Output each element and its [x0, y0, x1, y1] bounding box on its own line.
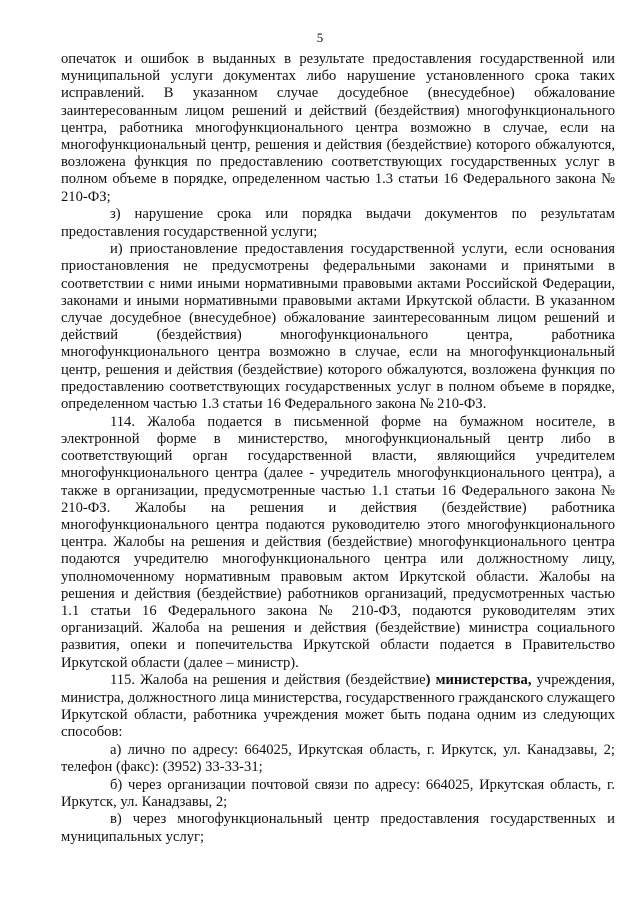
document-body	[61, 51, 615, 846]
page-number: 5	[316, 30, 324, 45]
bold-text-segment: ) министерства,	[425, 672, 532, 689]
paragraph	[61, 414, 615, 672]
text-segment: и) приостановление предоставления государственной услуги, если основания приостановления не предусмотрены федеральными законами и принятыми в соответствии с ними иными нормативными правовыми актами Российской Федерации, законами и иными нормативными правовыми актами Иркутской области. В указанном случае досудебное (внесудебное) обжалование заинтересованным лицом решений и действий (бездействия) многофункционального центра, работника многофункционального центра возможно в случае, если на многофункциональный центр, решения и действия (бездействие) которого обжалуются, возложена функция по предоставлению соответствующих государственных услуг в полном объеме в порядке, определенном частью 1.3 статьи 16 Федерального закона № 210-ФЗ.	[61, 241, 615, 413]
text-segment: б) через организации почтовой связи по адресу: 664025, Иркутская область, г. Иркутск, ул. Канадзавы, 2;	[61, 776, 615, 810]
paragraph	[61, 241, 615, 413]
text-segment: в) через многофункциональный центр предоставления государственных и муниципальных услуг;	[61, 811, 615, 845]
paragraph	[61, 742, 615, 776]
paragraph	[61, 672, 615, 741]
paragraph	[61, 811, 615, 845]
text-segment: а) лично по адресу: 664025, Иркутская область, г. Иркутск, ул. Канадзавы, 2; телефон (факс): (3952) 33-33-31;	[61, 741, 615, 775]
text-segment: 114. Жалоба подается в письменной форме на бумажном носителе, в электронной форме в министерство, многофункциональный центр либо в соответствующий орган государственной власти, являющийся учредителем многофункционального центра (далее - учредитель многофункционального центра), а также в организации, предусмотренные частью 1.1 статьи 16 Федерального закона № 210-ФЗ. Жалобы на решения и действия (бездействие) работника многофункционального центра подаются руководителю этого многофункционального центра. Жалобы на решения и действия (бездействие) многофункционального центра подаются учредителю многофункционального центра или должностному лицу, уполномоченному нормативным правовым актом Иркутской области. Жалобы на решения и действия (бездействие) работников организаций, предусмотренных частью 1.1 статьи 16 Федерального закона № 210-ФЗ, подаются руководителям этих организаций. Жалоба на решения и действия (бездействие) министра социального развития, опеки и попечительства Иркутской области подается в Правительство Иркутской области (далее – министр).	[61, 413, 615, 671]
paragraph	[61, 777, 615, 811]
paragraph	[61, 206, 615, 240]
text-segment: з) нарушение срока или порядка выдачи документов по результатам предоставления государственной услуги;	[61, 206, 615, 240]
paragraph	[61, 51, 615, 206]
text-segment: учреждения, министра, должностного лица министерства, государственного гражданского служащего Иркутской области, работника учреждения может быть подана одним из следующих способов:	[61, 672, 615, 740]
text-segment: 115. Жалоба на решения и действия (бездействие	[110, 672, 426, 689]
text-segment: опечаток и ошибок в выданных в результате предоставления государственной или муниципальной услуги документах либо нарушение установленного срока таких исправлений. В указанном случае досудебное (внесудебное) обжалование заинтересованным лицом решений и действий (бездействия) многофункционального центра, работника многофункционального центра возможно в случае, если на многофункциональный центр, решения и действия (бездействие) которого обжалуются, возложена функция по предоставлению соответствующих государственных услуг в полном объеме в порядке, определенном частью 1.3 статьи 16 Федерального закона № 210-ФЗ;	[61, 51, 615, 205]
